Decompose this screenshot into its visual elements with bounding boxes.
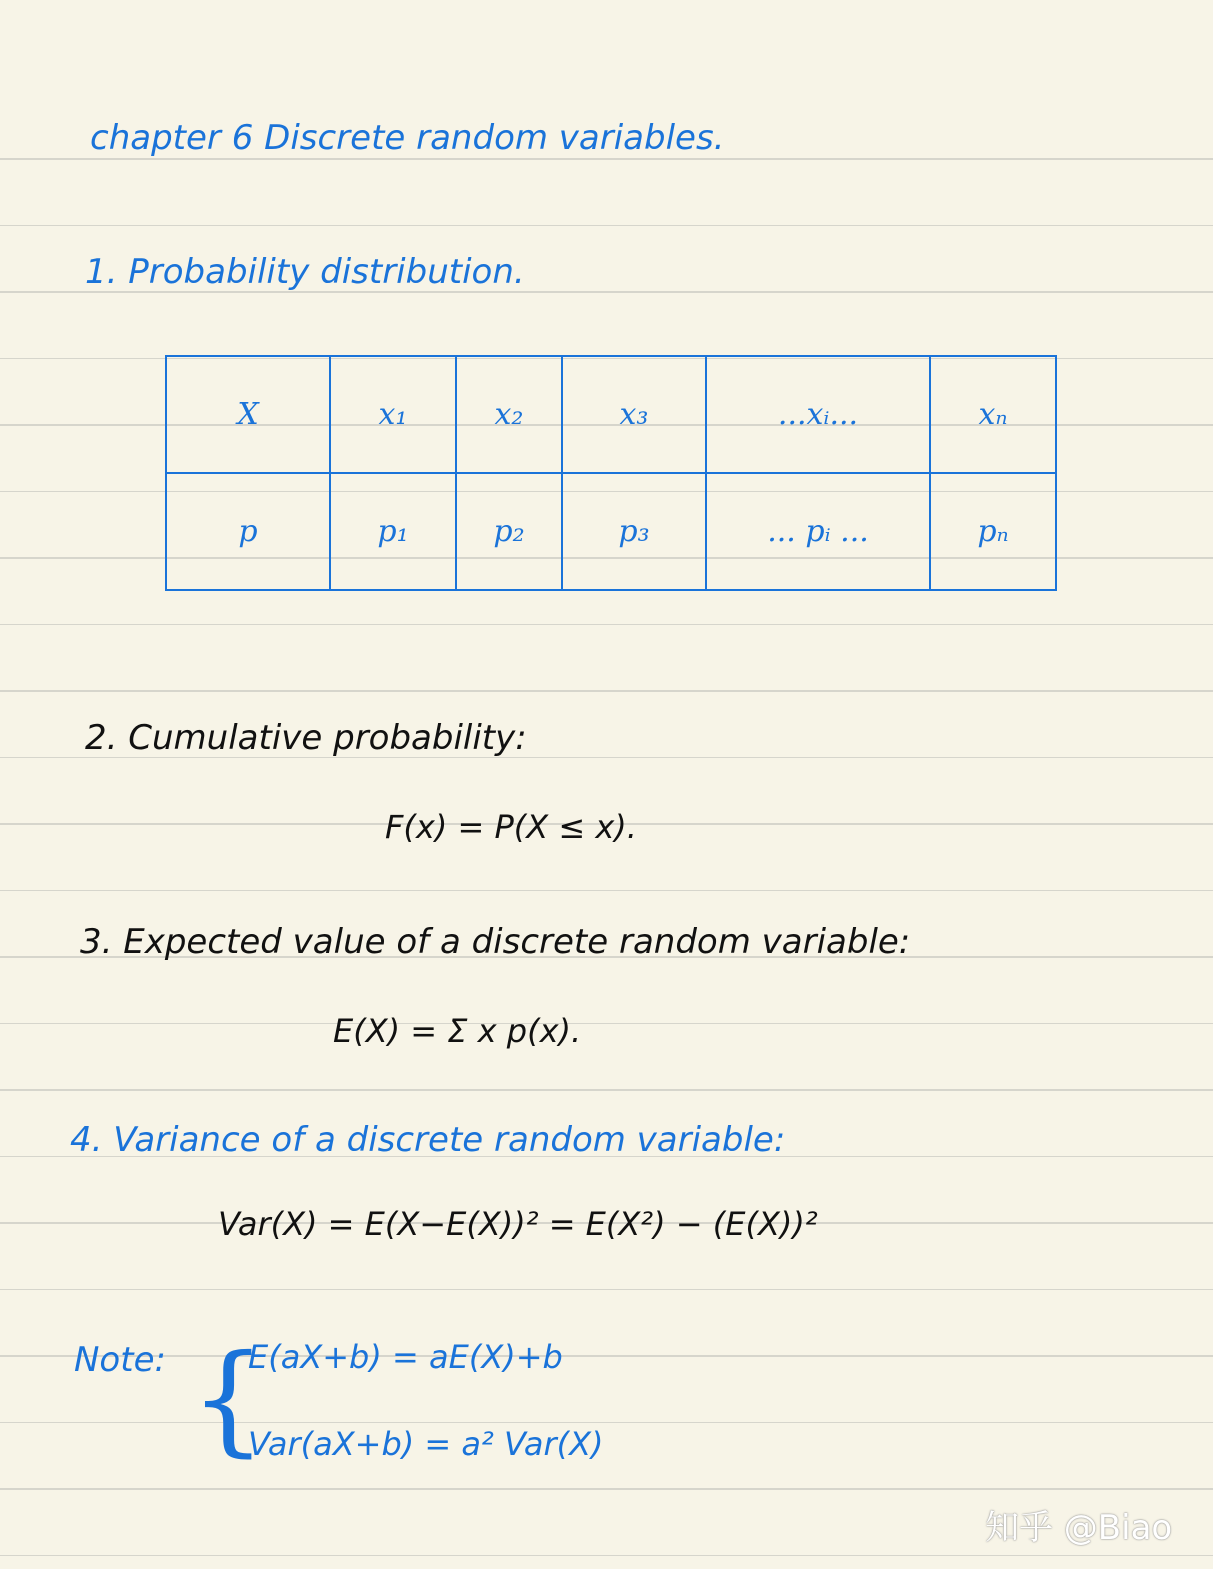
ruled-line: [0, 1023, 1213, 1025]
brace-icon: {: [190, 1330, 267, 1469]
ruled-line: [0, 1555, 1213, 1557]
ruled-line: [0, 1355, 1213, 1357]
table-cell: p₃: [562, 473, 706, 590]
table-cell: X: [166, 356, 330, 473]
table-cell: pₙ: [930, 473, 1056, 590]
ruled-line: [0, 1488, 1213, 1490]
table-cell: xₙ: [930, 356, 1056, 473]
table-cell: x₃: [562, 356, 706, 473]
table-cell: x₁: [330, 356, 456, 473]
table-row-x: [166, 356, 1056, 473]
table-cell: p₂: [456, 473, 562, 590]
table-cell: ...xᵢ...: [706, 356, 930, 473]
watermark: 知乎 @Biao: [985, 1508, 1173, 1548]
ruled-line: [0, 225, 1213, 227]
table-cell: p: [166, 473, 330, 590]
ruled-line: [0, 1289, 1213, 1291]
section-4-heading: 4. Variance of a discrete random variable:: [70, 1120, 786, 1160]
note-expectation-rule: E(aX+b) = aE(X)+b: [248, 1338, 563, 1376]
section-2-heading: 2. Cumulative probability:: [85, 718, 527, 758]
ruled-line: [0, 1089, 1213, 1091]
ruled-line: [0, 890, 1213, 892]
probability-distribution-table: [165, 355, 1057, 591]
variance-formula: Var(X) = E(X−E(X))² = E(X²) − (E(X))²: [218, 1205, 818, 1243]
ruled-line: [0, 1422, 1213, 1424]
expected-value-formula: E(X) = Σ x p(x).: [333, 1012, 582, 1050]
table-cell: x₂: [456, 356, 562, 473]
ruled-line: [0, 690, 1213, 692]
note-label: Note:: [74, 1340, 166, 1380]
section-3-heading: 3. Expected value of a discrete random variable:: [80, 922, 911, 962]
note-variance-rule: Var(aX+b) = a² Var(X): [248, 1425, 604, 1463]
cdf-formula: F(x) = P(X ≤ x).: [385, 808, 637, 846]
table-row-p: [166, 473, 1056, 590]
page-title: chapter 6 Discrete random variables.: [90, 118, 725, 158]
ruled-line: [0, 158, 1213, 160]
table-cell: p₁: [330, 473, 456, 590]
table-cell: ... pᵢ ...: [706, 473, 930, 590]
ruled-line: [0, 624, 1213, 626]
section-1-heading: 1. Probability distribution.: [85, 252, 525, 292]
